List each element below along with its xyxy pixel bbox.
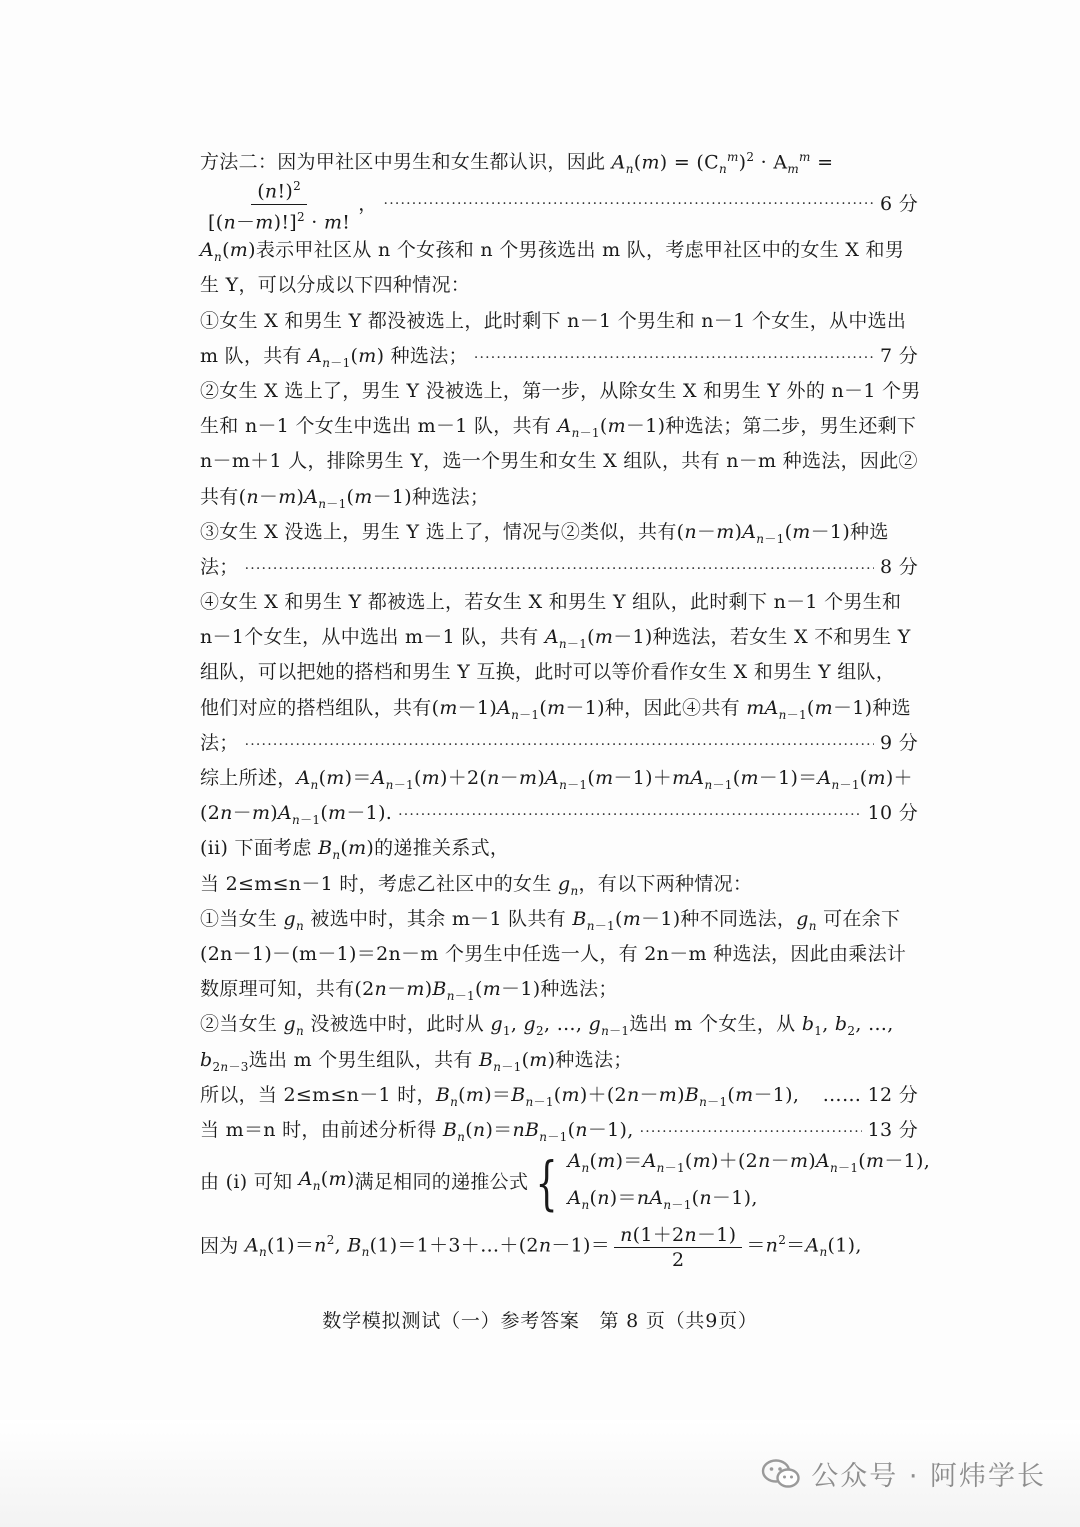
text-line: 当 2≤m≤n－1 时，考虑乙社区中的女生 $g_n$ ，有以下两种情况： — [200, 872, 753, 898]
text-line: $A_n(m)$ 表示甲社区从 n 个女孩和 n 个男孩选出 m 队，考虑甲社区中的女生 X 和男 — [200, 239, 905, 264]
line-method-two: 方法二：因为甲社区中男生和女生都认识，因此 $A_n(m) = (C_n^m)^2 \cdot A_m^m$ = — [200, 150, 834, 177]
score-mark: 10 分 — [867, 802, 918, 825]
watermark-text: 公众号 · 阿炜学长 — [811, 1461, 1046, 1492]
text-line: ④女生 X 和男生 Y 都被选上，若女生 X 和男生 Y 组队，此时剩下 n－1 个男生和 — [200, 591, 902, 614]
text-line: 组队，可以把她的搭档和男生 Y 互换，此时可以等价看作女生 X 和男生 Y 组队， — [200, 661, 896, 684]
sum-fraction: $\frac{n(1+2n-1)}{2}$ — [614, 1223, 742, 1272]
text-line: 法； ····· 8 分 — [200, 550, 918, 585]
text-line: (2n－1)－(m－1)＝2n－m 个男生中任选一人，有 2n－m 种选法，因此由乘法计 — [200, 942, 907, 965]
text-line: 因为 $A_n(1)=n^2$, $B_n(1)=1+3+\dots+(2n-1)=$ $\frac{n(1+2n-1)}{2}$ $=n^2=A_n(1)$, — [200, 1223, 862, 1271]
text-line: n－1个女生，从中选出 m－1 队，共有 $A_{n-1}(m-1)$ 种选法，若女生 X 不和男生 Y — [200, 626, 911, 652]
leader-dots — [245, 552, 874, 587]
text-line: 生和 n－1 个女生中选出 m－1 队，共有 $A_{n-1}(m-1)$ 种选法；第二步，男生还剩下 — [200, 415, 917, 440]
text-line: 数原理可知，共有 $(2n-m)B_{n-1}(m-1)$ 种选法； — [200, 978, 618, 1003]
recurrence-line: 由 (i) 可知 $A_n(m)$ 满足相同的递推公式 { $A_n(m)=A_{n-1}(m)+(2n-m)A_{n-1}(m-1)$, $A_n(n)=nA_{n-1}(n-1)$, — [200, 1148, 918, 1218]
text-line: ③女生 X 没选上，男生 Y 选上了，情况与②类似，共有 $(n-m)A_{n-1}(m-1)$ 种选 — [200, 520, 889, 546]
text-line: 共有 $(n-m)A_{n-1}(m-1)$ 种选法； — [200, 485, 490, 511]
text-line: $b_{2n-3}$ 选出 m 个男生组队，共有 $B_{n-1}(m)$ 种选法； — [200, 1048, 633, 1074]
text-line: $(2n-m)A_{n-1}(m-1)$. ····· 10 分 — [200, 796, 918, 831]
text-line: 所以，当 2≤m≤n－1 时， $B_n(m)=B_{n-1}(m)+(2n-m)B_{n-1}(m-1)$, …… 12 分 — [200, 1078, 918, 1113]
score-mark: 13 分 — [867, 1118, 918, 1141]
text-line: ①当女生 $g_n$ 被选中时，其余 m－1 队共有 $B_{n-1}(m-1)$ 种不同选法， $g_n$ 可在余下 — [200, 907, 901, 933]
leader-dots — [640, 1115, 862, 1150]
leader-dots — [398, 798, 861, 833]
solution-text — [200, 140, 931, 1276]
text-line: 他们对应的搭档组队，共有 $(m-1)A_{n-1}(m-1)$ 种，因此④共有 $mA_{n-1}(m-1)$ 种选 — [200, 696, 911, 722]
page-footer: 数学模拟测试（一）参考答案 第 8 页（共9页） — [322, 1310, 758, 1332]
text-line: 法； ····· 9 分 — [200, 726, 918, 761]
leader-dots — [384, 187, 874, 222]
text-line: ②女生 X 选上了，男生 Y 没被选上，第一步，从除女生 X 和男生 Y 外的 n－1 个男 — [200, 379, 921, 402]
text-line: n－m＋1 人，排除男生 Y，选一个男生和女生 X 组队，共有 n－m 种选法，因此② — [200, 450, 918, 473]
leader-dots — [245, 728, 874, 763]
text-line: ①女生 X 和男生 Y 都没被选上，此时剩下 n－1 个男生和 n－1 个女生，从中选出 — [200, 309, 907, 332]
wechat-icon — [761, 1458, 801, 1490]
factorial-fraction: $\frac{(n!)^2}{[(n-m)!]^2 \cdot m!}$ — [204, 174, 354, 234]
score-mark: 6 分 — [879, 192, 918, 215]
leader-dots — [474, 341, 874, 376]
score-mark: 9 分 — [879, 731, 918, 754]
text-line: (ii) 下面考虑 $B_n(m)$ 的递推关系式， — [200, 837, 510, 863]
text-line: 综上所述， $A_n(m)=A_{n-1}(m)+2(n-m)A_{n-1}(m-1)+mA_{n-1}(m-1)=A_{n-1}(m)+$ — [200, 767, 913, 792]
text-line: 当 m＝n 时，由前述分析得 $B_n(n)=nB_{n-1}(n-1)$, ····· 13 分 — [200, 1113, 918, 1148]
text-line: ②当女生 $g_n$ 没被选中时，此时从 $g_1$, $g_2$, …, $g_{n-1}$ 选出 m 个女生，从 $b_1$, $b_2$, …, — [200, 1013, 894, 1039]
text-line: m 队，共有 $A_{n-1}(m)$ 种选法； ····· 7 分 — [200, 339, 918, 374]
watermark — [761, 1454, 1046, 1493]
score-mark: …… 12 分 — [822, 1083, 918, 1106]
text-line: 生 Y，可以分成以下四种情况： — [200, 274, 471, 297]
score-mark: 7 分 — [879, 344, 918, 367]
line-fraction: $\frac{(n!)^2}{[(n-m)!]^2 \cdot m!}$ ， ····· 6 分 — [200, 175, 918, 233]
recurrence-system: { $A_n(m)=A_{n-1}(m)+(2n-m)A_{n-1}(m-1)$, $A_n(n)=nA_{n-1}(n-1)$, — [535, 1149, 931, 1218]
score-mark: 8 分 — [879, 555, 918, 578]
